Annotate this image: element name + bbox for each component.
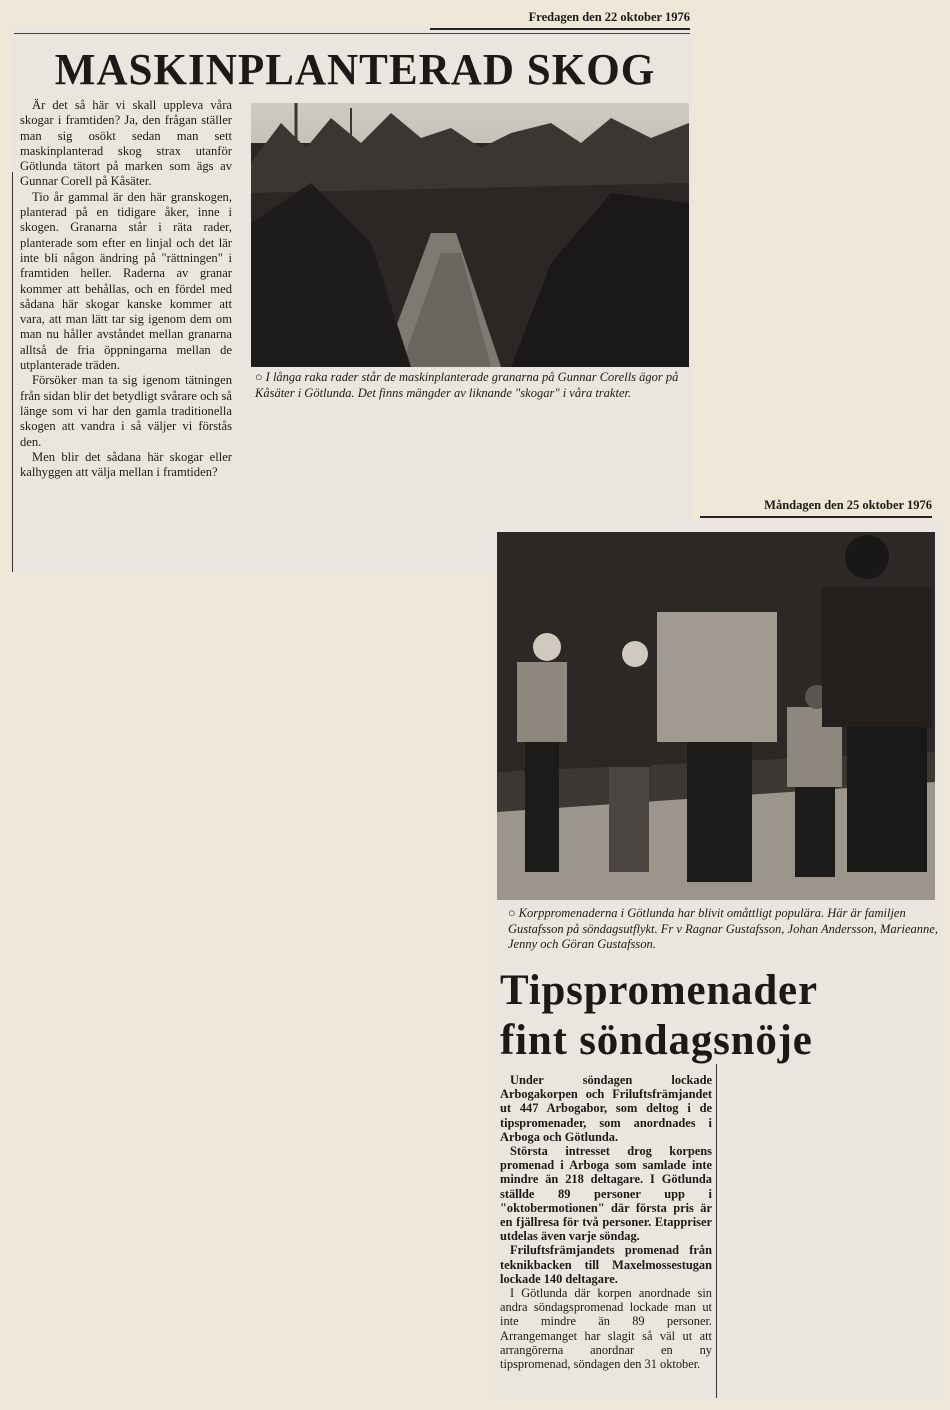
header-rule [14,33,690,34]
article1-paragraph: Tio år gammal är den här granskogen, planterad på en tidigare åker, inne i skogen. Granarna står i räta rader, planterade som efter en linjal och det lär inte bli någon ändring på "rättningen" i framtiden heller. Raderna av granar kommer att behållas, och en fördel med sådana här skogar kanske kommer att vara, att man lätt tar sig igenom dem om man nu håller avståndet mellan granarna alltså de fria öppningarna mellan de utplanterade träden. [20,189,232,373]
family-walk-photo-image [497,532,935,900]
forest-photo-caption: ○ I långa raka rader står de maskinplanterade granarna på Gunnar Corells ägor på Kåsäter i Götlunda. Det finns mängder av liknande "skogar" i våra trakter. [255,370,679,400]
headline-tipspromenader [500,966,940,1066]
article1-paragraph: Försöker man ta sig igenom tätningen från sidan blir det betydligt svårare och så länge som vi har den gamla traditionella skogen att vandra i så väljer vi förstås den. [20,373,232,449]
article2-paragraph: Största intresset drog korpens promenad i Arboga som samlade inte mindre än 218 deltagare. I Götlunda ställde 89 personer upp i "oktobermotionen" där första pris är en fjällresa för två personer. Etappriser utdelas även varje söndag. [500,1144,712,1244]
article2-paragraph: I Götlunda där korpen anordnade sin andra söndagspromenad lockade man ut inte mindre än 89 personer. Arrangemanget har slagit så väl ut att arrangörerna anordnar en ny tipspromenad, söndagen den 31 oktober. [500,1286,712,1372]
forest-photo [251,103,689,367]
article1-paragraph: Men blir det sådana här skogar eller kalhyggen att välja mellan i framtiden? [20,449,232,480]
forest-photo-image [251,103,689,367]
dateline-monday: Måndagen den 25 oktober 1976 [700,498,932,518]
family-walk-caption: ○ Korppromenaderna i Götlunda har blivit omåttligt populära. Här är familjen Gustafsson på söndagsutflykt. Fr v Ragnar Gustafsson, Johan Andersson, Marieanne, Jenny och Göran Gustafsson. [508,906,938,951]
article1-paragraph: Är det så här vi skall uppleva våra skogar i framtiden? Ja, den frågan ställer man sig osökt sedan man sett maskinplanterad skog strax utanför Götlunda tätort på marken som ägs av Gunnar Corell på Kåsäter. [20,98,232,189]
headline-line-1: Tipspromenader [500,967,818,1014]
article1-body [20,98,232,480]
article2-paragraph: Friluftsfrämjandets promenad från teknikbacken till Maxelmossestugan lockade 140 deltagare. [500,1243,712,1286]
column-rule [716,1064,717,1398]
family-walk-photo [497,532,935,900]
article2-body [500,1073,712,1371]
headline-maskinplanterad-skog: MASKINPLANTERAD SKOG [54,45,656,94]
article2-paragraph: Under söndagen lockade Arbogakorpen och Friluftsfrämjandet ut 447 Arbogabor, som deltog i de tipspromenader, som anordnades i Arboga och Götlunda. [500,1073,712,1144]
dateline-friday: Fredagen den 22 oktober 1976 [430,10,690,30]
column-rule [12,172,13,572]
headline-line-2: fint söndagsnöje [500,1017,813,1064]
